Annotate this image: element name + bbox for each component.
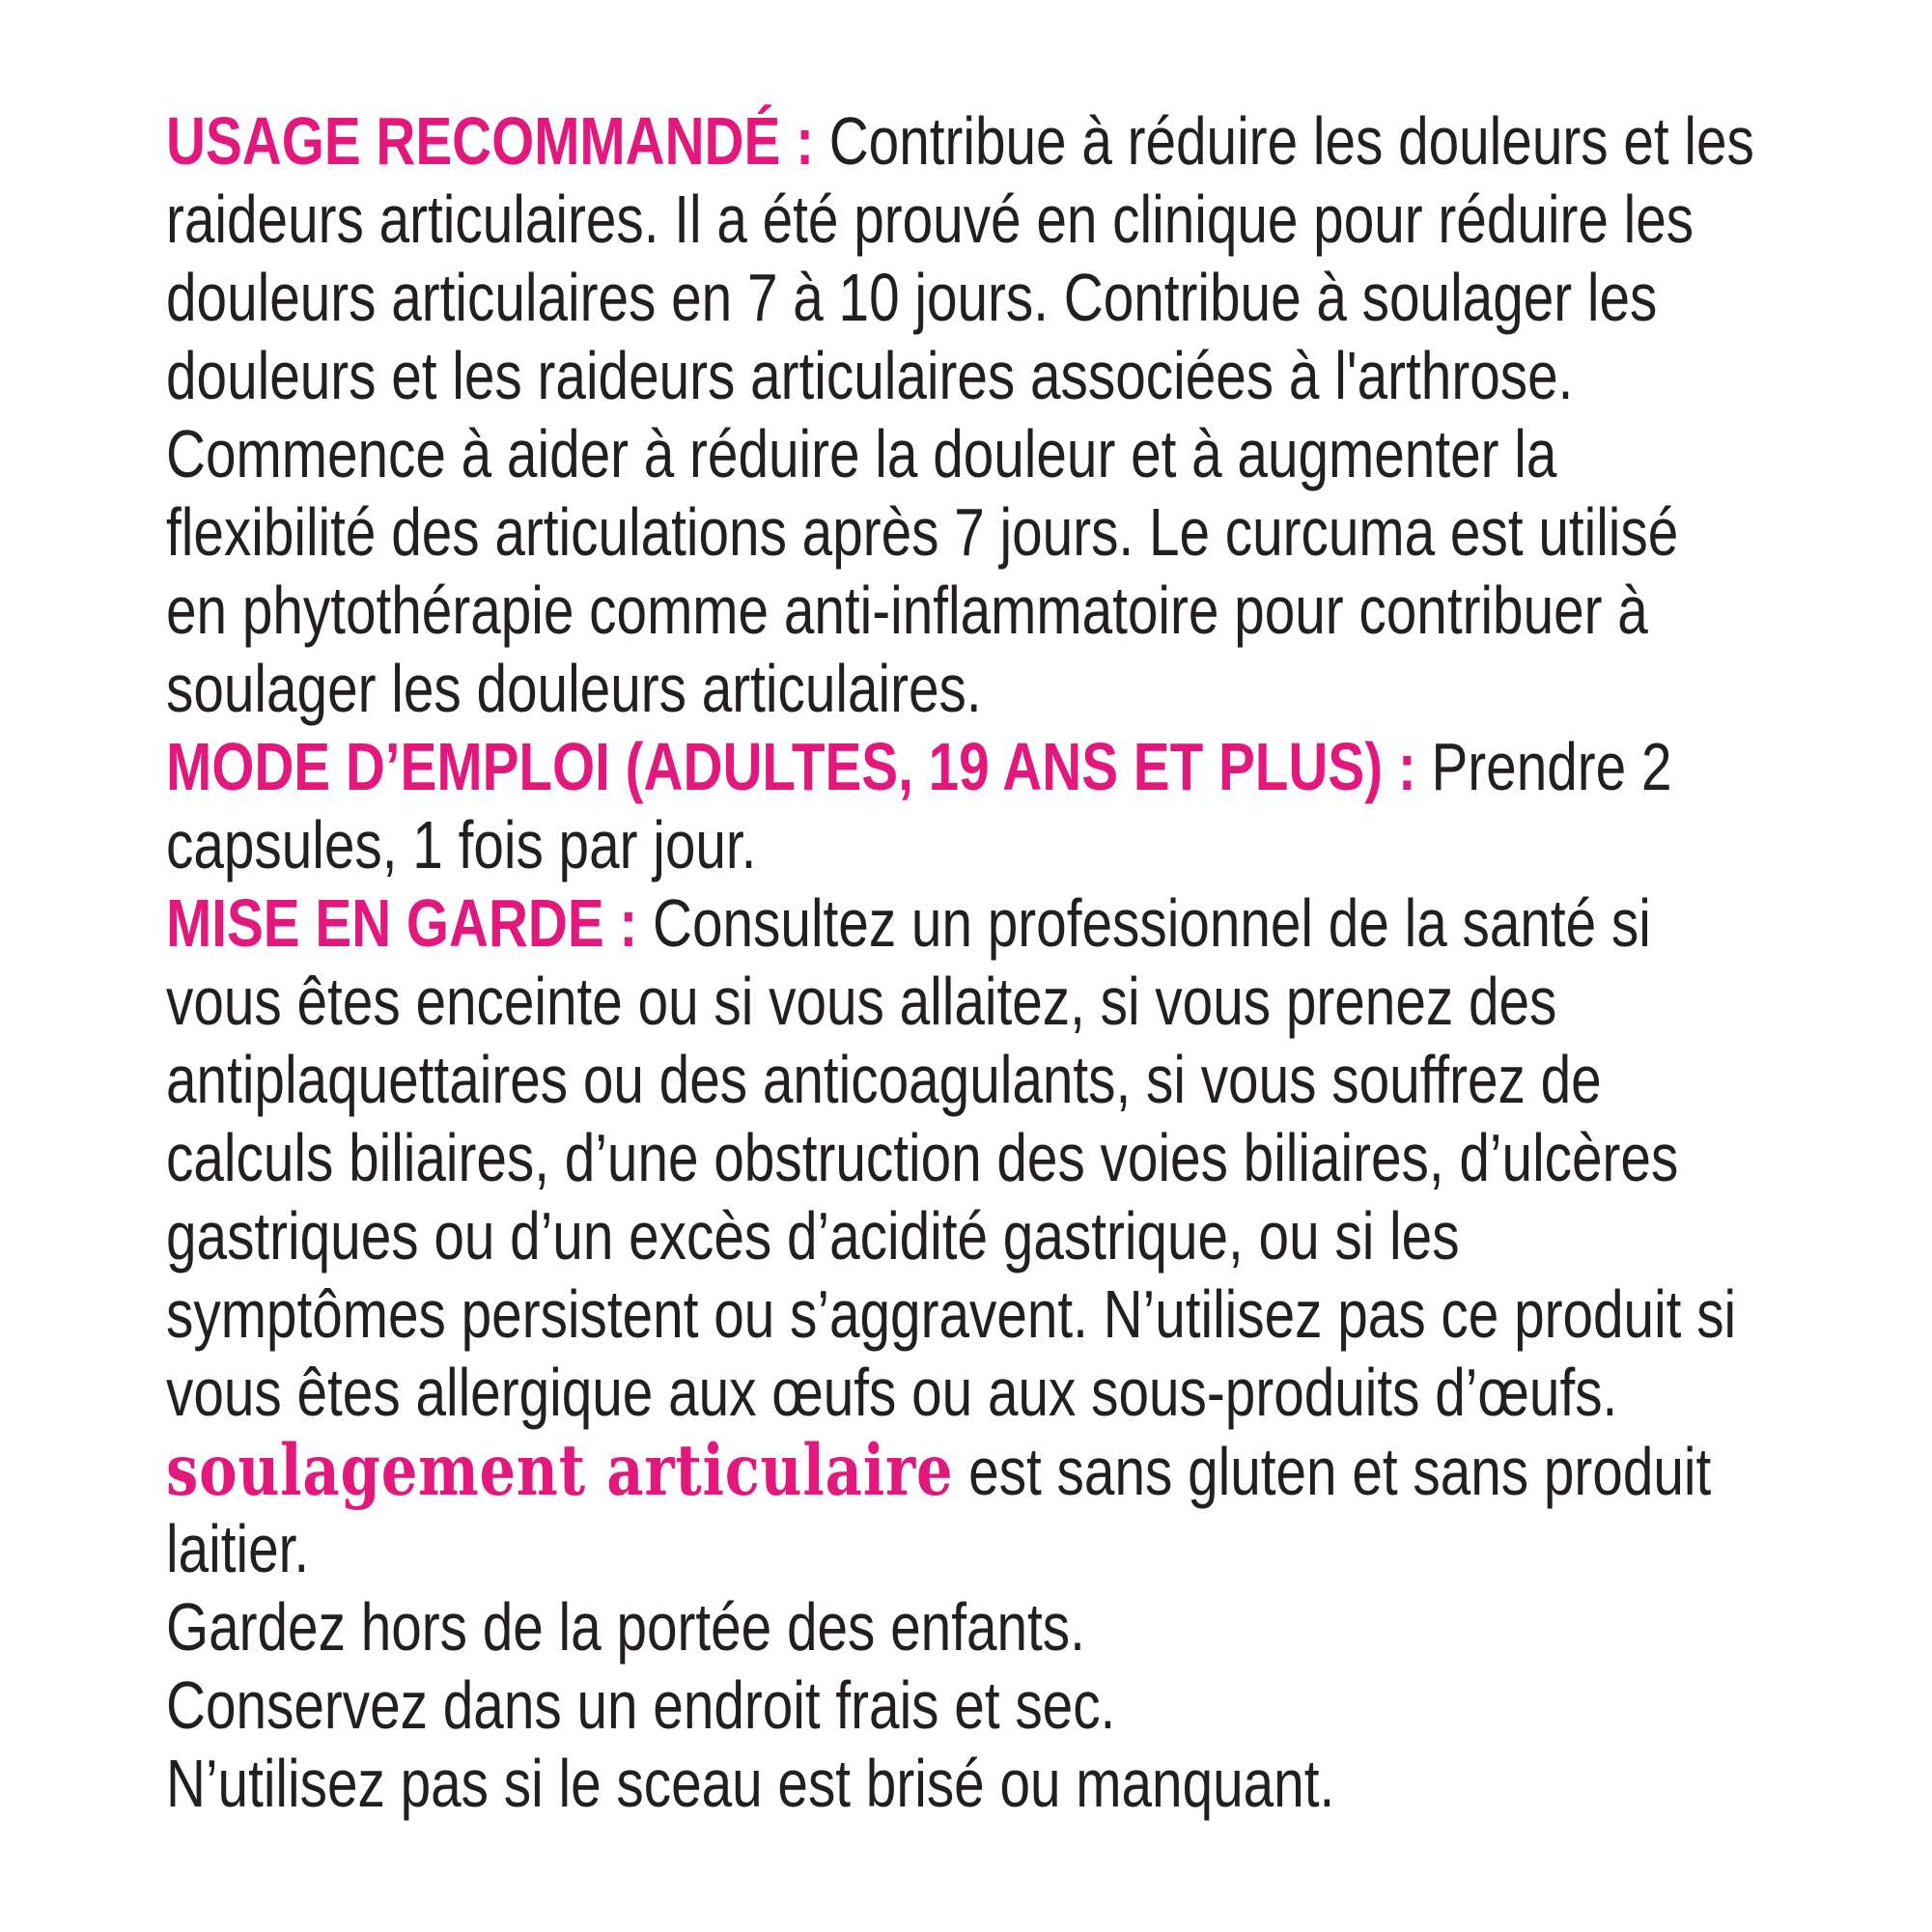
body-text: antiplaquettaires ou des anticoagulants, si vous souffrez de — [166, 1042, 1602, 1117]
body-text: soulager les douleurs articulaires. — [166, 651, 982, 726]
body-text: Contribue à réduire les douleurs et les — [828, 103, 1754, 179]
body-text: vous êtes allergique aux œufs ou aux sous-produits d’œufs. — [166, 1355, 1618, 1430]
label-line-17 — [166, 1354, 1754, 1432]
label-line-18 — [166, 1429, 1754, 1512]
body-text: Prendre 2 — [1431, 729, 1672, 804]
body-text: Consultez un professionnel de la santé si — [653, 885, 1651, 961]
body-text: calculs biliaires, d’une obstruction des voies biliaires, d’ulcères — [166, 1120, 1679, 1195]
label-line-3 — [166, 259, 1754, 337]
label-line-4 — [166, 337, 1754, 415]
body-text: capsules, 1 fois par jour. — [166, 807, 757, 882]
label-line-11 — [166, 884, 1754, 963]
label-line-15 — [166, 1197, 1754, 1275]
label-line-10 — [166, 806, 1754, 884]
body-text: N’utilisez pas si le sceau est brisé ou manquant. — [166, 1746, 1335, 1821]
body-text: vous êtes enceinte ou si vous allaitez, si vous prenez des — [166, 964, 1557, 1039]
body-text: raideurs articulaires. Il a été prouvé en clinique pour réduire les — [166, 182, 1694, 257]
label-line-12 — [166, 963, 1754, 1041]
section-heading: MODE D’EMPLOI (ADULTES, 19 ANS ET PLUS) : — [166, 729, 1432, 804]
body-text: douleurs articulaires en 7 à 10 jours. Contribue à soulager les — [166, 260, 1658, 335]
label-line-19 — [166, 1510, 1754, 1588]
label-line-5 — [166, 415, 1754, 493]
label-line-6 — [166, 493, 1754, 572]
body-text: Gardez hors de la portée des enfants. — [166, 1589, 1085, 1665]
label-line-1 — [166, 102, 1754, 181]
body-text: flexibilité des articulations après 7 jours. Le curcuma est utilisé — [166, 494, 1679, 570]
body-text: Conservez dans un endroit frais et sec. — [166, 1667, 1116, 1743]
label-line-20 — [166, 1588, 1754, 1666]
section-heading: MISE EN GARDE : — [166, 885, 654, 961]
body-text: douleurs et les raideurs articulaires associées à l'arthrose. — [166, 338, 1574, 413]
body-text: laitier. — [166, 1511, 310, 1586]
label-line-14 — [166, 1119, 1754, 1197]
body-text: gastriques ou d’un excès d’acidité gastrique, ou si les — [166, 1198, 1460, 1274]
body-text: en phytothérapie comme anti-inflammatoire pour contribuer à — [166, 573, 1648, 648]
label-line-16 — [166, 1275, 1754, 1354]
section-heading: USAGE RECOMMANDÉ : — [166, 103, 829, 179]
body-text: Commence à aider à réduire la douleur et à augmenter la — [166, 416, 1557, 491]
label-line-8 — [166, 650, 1754, 728]
label-line-22 — [166, 1745, 1754, 1823]
body-text: est sans gluten et sans produit — [953, 1434, 1712, 1509]
label-line-9 — [166, 728, 1754, 806]
label-line-2 — [166, 181, 1754, 259]
label-line-13 — [166, 1041, 1754, 1119]
label-line-7 — [166, 572, 1754, 650]
body-text: symptômes persistent ou s’aggravent. N’utilisez pas ce produit si — [166, 1276, 1737, 1352]
brand-name: soulagement articulaire — [166, 1429, 954, 1512]
product-label-text-block — [166, 102, 1754, 1823]
label-line-21 — [166, 1666, 1754, 1745]
